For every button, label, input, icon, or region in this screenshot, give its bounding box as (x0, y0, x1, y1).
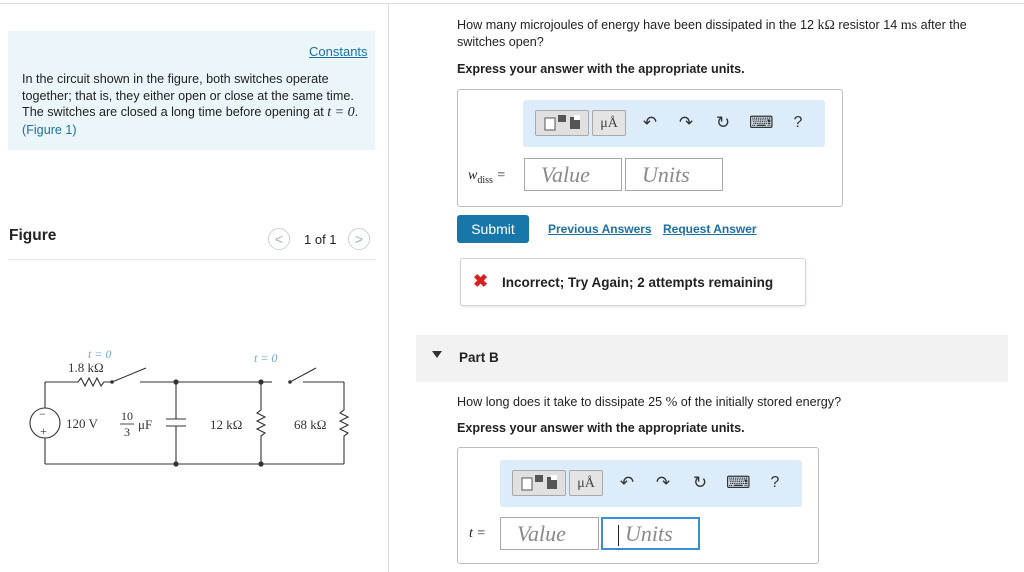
feedback-box (460, 258, 806, 306)
source-voltage-label: 120 V (66, 416, 98, 431)
undo-icon[interactable]: ↶ (642, 113, 658, 132)
chevron-right-icon: > (354, 231, 364, 247)
column-divider (388, 3, 389, 572)
part-a-variable-label: $w_{diss}$ = (468, 168, 506, 186)
part-b-units-input[interactable]: Units (601, 517, 700, 550)
source-plus-sign: + (40, 424, 47, 438)
node-dot (173, 461, 178, 466)
part-a-answer-box (457, 89, 843, 207)
resistor-68k-label: 68 kΩ (294, 417, 327, 432)
switch-1-pivot (110, 380, 114, 384)
part-b-label: Part B (459, 350, 499, 365)
resistor-1-8k-label: 1.8 kΩ (68, 360, 104, 375)
part-a-math-toolbar (523, 100, 825, 147)
source-minus-sign: − (39, 407, 46, 421)
part-b-math-toolbar (500, 460, 802, 507)
help-icon[interactable]: ? (770, 474, 780, 491)
collapse-triangle-icon[interactable] (432, 351, 442, 358)
part-b-header[interactable] (416, 335, 1008, 382)
templates-icon[interactable] (535, 110, 589, 136)
redo-icon[interactable]: ↷ (655, 473, 671, 492)
part-b-value-input[interactable]: Value (500, 517, 599, 550)
error-icon: ✖ (473, 271, 489, 291)
reset-icon[interactable]: ↻ (715, 113, 731, 132)
part-a-value-input[interactable]: Value (524, 158, 622, 191)
resistor-12k-label: 12 kΩ (210, 417, 243, 432)
intro-math: t = 0 (327, 105, 355, 120)
prev-figure-button[interactable] (268, 228, 290, 250)
part-a-units-input[interactable]: Units (625, 158, 723, 191)
undo-icon[interactable]: ↶ (619, 473, 635, 492)
node-dot (173, 379, 178, 384)
templates-icon[interactable] (512, 470, 566, 496)
chevron-left-icon: < (274, 231, 284, 247)
resistor-1-8k-symbol (45, 378, 112, 386)
submit-button[interactable]: Submit (457, 215, 529, 243)
help-icon[interactable]: ? (793, 114, 803, 131)
node-dot (258, 461, 263, 466)
part-b-variable-label: t = (469, 526, 486, 541)
units-icon[interactable]: μÅ (569, 470, 603, 496)
constants-link[interactable]: Constants (309, 44, 368, 59)
part-a-question: How many microjoules of energy have been dissipated in the 12 kΩ resistor 14 ms after the switches open? (457, 18, 967, 49)
switch-2-pivot (288, 380, 292, 384)
reset-icon[interactable]: ↻ (692, 473, 708, 492)
part-b-instructions: Express your answer with the appropriate units. (457, 421, 745, 435)
problem-intro (8, 31, 375, 150)
previous-answers-link[interactable]: Previous Answers (548, 222, 652, 236)
node-dot (258, 379, 263, 384)
figure-count: 1 of 1 (304, 232, 337, 247)
figure-link[interactable]: (Figure 1) (22, 122, 77, 137)
keyboard-icon[interactable]: ⌨ (749, 113, 774, 132)
switch-2-time-label: t = 0 (254, 351, 278, 365)
units-icon[interactable]: μÅ (592, 110, 626, 136)
request-answer-link[interactable]: Request Answer (663, 222, 757, 236)
feedback-message: Incorrect; Try Again; 2 attempts remaining (502, 275, 774, 290)
next-figure-button[interactable] (348, 228, 370, 250)
top-border (0, 3, 1024, 4)
switch-1-time-label: t = 0 (88, 347, 112, 361)
capacitor-numerator: 10 (121, 409, 133, 423)
capacitor-unit-label: μF (138, 417, 153, 432)
figure-heading: Figure (9, 227, 57, 244)
switch-1-blade (112, 368, 146, 382)
part-b-answer-box (457, 447, 819, 564)
resistor-12k-symbol (257, 382, 265, 464)
text-caret (618, 525, 619, 546)
keyboard-icon[interactable]: ⌨ (726, 473, 751, 492)
intro-text: In the circuit shown in the figure, both switches operate together; that is, they either open or close at the same time. The switches are closed a long time before opening at t = 0. (Figure 1) (22, 72, 359, 137)
capacitor-denominator: 3 (124, 425, 130, 439)
figure-separator (8, 259, 376, 260)
redo-icon[interactable]: ↷ (678, 113, 694, 132)
part-b-question: How long does it take to dissipate 25 % of the initially stored energy? (457, 395, 842, 410)
part-a-instructions: Express your answer with the appropriate units. (457, 62, 745, 76)
circuit-diagram (28, 340, 358, 470)
resistor-68k-symbol (340, 382, 348, 464)
switch-2-blade (290, 368, 316, 382)
